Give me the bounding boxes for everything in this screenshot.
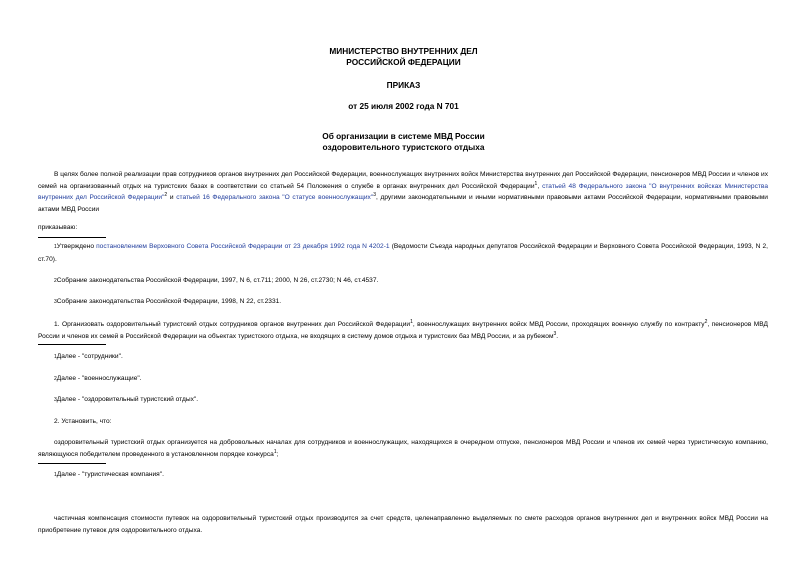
footnote-2-block-2 xyxy=(54,374,142,384)
item-1-paragraph xyxy=(38,319,768,342)
footnote-mark: 1 xyxy=(54,244,57,250)
footnote-1-block-1 xyxy=(38,241,768,265)
item-1-text: . xyxy=(556,332,559,340)
link-internal-troops-law[interactable]: статьей 48 Федерального закона "О внутренних войсках Министерства внутренних дел Российской Федерации" xyxy=(38,182,768,201)
footnote-mark: 2 xyxy=(54,376,57,382)
footnote-mark: 1 xyxy=(54,472,57,478)
item-1-text: 1. Организовать оздоровительный туристский отдых сотрудников органов внутренних дел Российской Федерации xyxy=(54,321,411,328)
footnote-divider xyxy=(38,344,106,345)
footnote-ref-2: 2 xyxy=(164,191,168,198)
order-word: приказываю: xyxy=(38,224,78,231)
preamble-paragraph: В целях более полной реализации прав сотрудников органов внутренних дел Российской Федерации, военнослужащих внутренних войск Министерства внутренних дел Российской Федерации, пенсионеров МВД России и членов их семей на организованный отдых на туристских базах в соответствии со статьей 54 Положения о службе в органах внутренних дел Российской Федерации$^1$, статьей 48 Федерального закона "О внутренних войсках Министерства внутренних дел Российской Федерации"$^2$ и статьей 16 Федерального закона "О статусе военнослужащих"$^3$, другими законодательными и иными нормативными правовыми актами Российской Федерации, нормативными правовыми актами МВД России xyxy=(38,171,768,213)
footnote-text: Утверждено xyxy=(56,243,97,250)
doc-date-number: от 25 июля 2002 года N 701 xyxy=(348,101,459,111)
footnote-mark: 3 xyxy=(54,299,57,305)
preamble-text-2: , другими законодательными и иными нормативными правовыми актами Российской Федерации, нормативными правовыми актами МВД России xyxy=(38,194,768,213)
footnote-3-block-2 xyxy=(54,395,198,405)
footnote-1-block-2 xyxy=(54,352,123,362)
footnote-1-block-3 xyxy=(54,470,164,480)
item-2-heading: 2. Установить, что: xyxy=(54,418,112,425)
footnote-3-block-1 xyxy=(54,297,281,307)
footnote-mark: 1 xyxy=(54,354,57,360)
footnote-ref-1: 1 xyxy=(273,448,277,455)
footnote-text: Далее - "оздоровительный туристский отдых". xyxy=(56,396,199,403)
ministry-heading-line1: МИНИСТЕРСТВО ВНУТРЕННИХ ДЕЛ xyxy=(329,46,478,56)
footnote-text: (Ведомости Съезда народных депутатов Российской Федерации и Верховного Совета Российской Федерации, 1993, N 2, ст.70). xyxy=(38,243,769,263)
footnote-text: Далее - "сотрудники". xyxy=(56,353,123,360)
item-2-text: ; xyxy=(276,450,279,458)
link-servicemen-status-law[interactable]: статьей 16 Федерального закона "О статусе военнослужащих" xyxy=(176,194,374,201)
footnote-ref-3: 3 xyxy=(373,191,376,198)
item-2-text: оздоровительный туристский отдых организуется на добровольных началах для сотрудников и военнослужащих, находящихся в очередном отпуске, пенсионеров МВД России и членов их семей через туристическую компанию, являющуюся победителем проведенного в установленном порядке конкурса xyxy=(38,439,768,458)
footnote-text: Собрание законодательства Российской Федерации, 1998, N 22, ст.2331. xyxy=(56,298,282,305)
link-supreme-council-resolution[interactable]: постановлением Верховного Совета Российской Федерации от 23 декабря 1992 года N 4202-1 xyxy=(96,243,390,250)
doc-title-line2: оздоровительного туристского отдыха xyxy=(322,142,485,152)
item-1-text: , военнослужащих внутренних войск МВД России, проходящих военную службу по контракту xyxy=(412,321,705,328)
compensation-paragraph: частичная компенсация стоимости путевок на оздоровительный туристский отдых производится за счет средств, целенаправленно выделяемых по смете расходов органов внутренних дел и внутренних войск МВД России на приобретение путевок для оздоровительного отдыха. xyxy=(38,515,768,534)
footnote-mark: 3 xyxy=(54,397,57,403)
footnote-divider xyxy=(38,237,106,238)
footnote-ref-1: 1 xyxy=(410,318,413,325)
preamble-text-1: В целях более полной реализации прав сотрудников органов внутренних дел Российской Федерации, военнослужащих внутренних войск Министерства внутренних дел Российской Федерации, пенсионеров МВД России и членов их семей на организованный отдых на туристских базах в соответствии со статьей 54 Положения о службе в органах внутренних дел Российской Федерации xyxy=(38,171,768,190)
footnote-text: Далее - "военнослужащие". xyxy=(56,375,142,382)
item-2-paragraph xyxy=(38,437,768,460)
footnote-divider xyxy=(38,463,106,464)
footnote-ref-2: 2 xyxy=(704,318,708,325)
footnote-ref-1: 1 xyxy=(534,180,538,187)
ministry-heading-line2: РОССИЙСКОЙ ФЕДЕРАЦИИ xyxy=(346,57,461,67)
doc-type-heading: ПРИКАЗ xyxy=(386,80,421,90)
footnote-ref-3: 3 xyxy=(553,330,557,337)
item-1-text: , пенсионеров МВД России и членов их семей в Российской Федерации на объектах туристского отдыха, не входящих в систему домов отдыха и туристских баз МВД России, и за рубежом xyxy=(38,321,769,340)
footnote-text: Собрание законодательства Российской Федерации, 1997, N 6, ст.711; 2000, N 26, ст.2730; N 46, ст.4537. xyxy=(56,277,379,284)
footnote-text: Далее - "туристическая компания". xyxy=(56,471,164,478)
footnote-2-block-1 xyxy=(54,276,378,286)
doc-title-line1: Об организации в системе МВД России xyxy=(322,131,485,141)
footnote-mark: 2 xyxy=(54,278,57,284)
